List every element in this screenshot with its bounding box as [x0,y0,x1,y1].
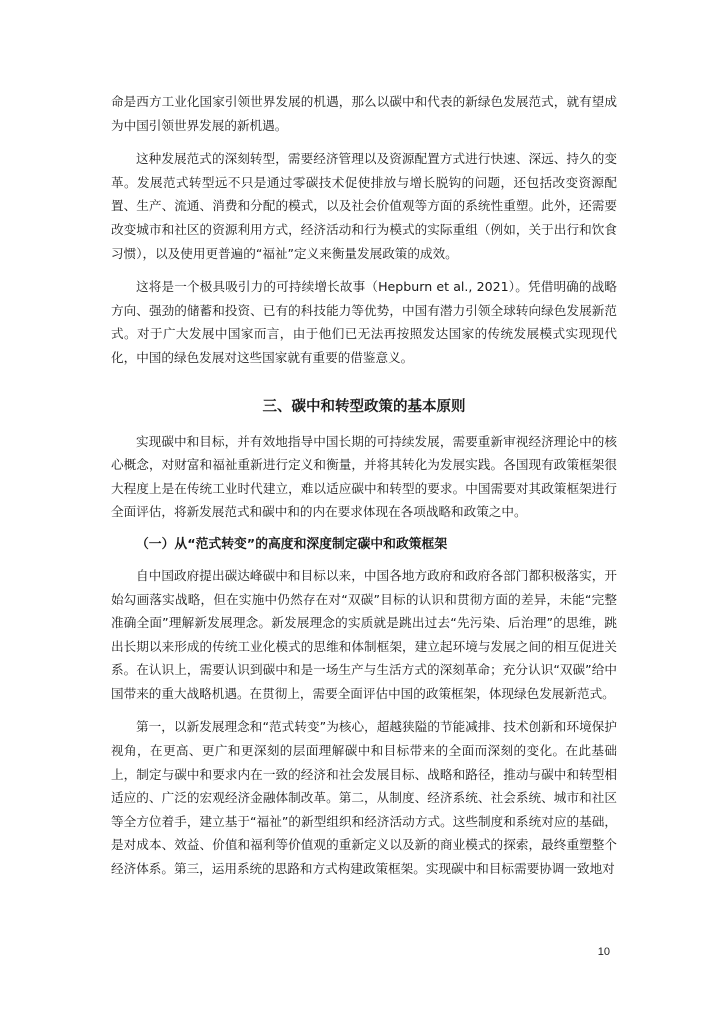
section-heading: 三、碳中和转型政策的基本原则 [262,398,466,415]
page-number: 10 [597,946,610,958]
subsection-heading: （一）从“范式转变”的高度和深度制定碳中和政策框架 [136,536,448,552]
paragraph: 实现碳中和目标，并有效地指导中国长期的可持续发展，需要重新审视经济理论中的核心概念，对财富和福祉重新进行定义和衡量，并将其转化为发展实践。各国现有政策框架很大程度上是在传统工业时代建立，难以适应碳中和转型的要求。中国需要对其政策框架进行全面评估，将新发展范式和碳中和的内在要求体现在各项战略和政策之中。 [111,433,617,520]
page-body [111,90,617,891]
paragraph: 命是西方工业化国家引领世界发展的机遇，那么以碳中和代表的新绿色发展范式，就有望成为中国引领世界发展的新机遇。 [111,94,617,133]
paragraph: 自中国政府提出碳达峰碳中和目标以来，中国各地方政府和政府各部门都积极落实，开始勾画落实战略，但在实施中仍然存在对“双碳”目标的认识和贯彻方面的差异，未能“完整准确全面”理解新发展理念。新发展理念的实质就是跳出过去“先污染、后治理”的思维，跳出长期以来形成的传统工业化模式的思维和体制框架，建立起环境与发展之间的相互促进关系。在认识上，需要认识到碳中和是一场生产与生活方式的深刻革命；充分认识“双碳”给中国带来的重大战略机遇。在贯彻上，需要全面评估中国的政策框架，体现绿色发展新范式。 [111,567,617,701]
paragraph: 第一，以新发展理念和“范式转变”为核心，超越狭隘的节能减排、技术创新和环境保护视角，在更高、更广和更深刻的层面理解碳中和目标带来的全面而深刻的变化。在此基础上，制定与碳中和要求内在一致的经济和社会发展目标、战略和路径，推动与碳中和转型相适应的、广泛的宏观经济金融体制改革。第二，从制度、经济系统、社会系统、城市和社区等全方位着手，建立基于“福祉”的新型组织和经济活动方式。这些制度和系统对应的基础，是对成本、效益、价值和福利等价值观的重新定义以及新的商业模式的探索，最终重塑整个经济体系。第三，运用系统的思路和方式构建政策框架。实现碳中和目标需要协调一致地对 [111,719,617,877]
paragraph: 这种发展范式的深刻转型，需要经济管理以及资源配置方式进行快速、深远、持久的变革。发展范式转型远不只是通过零碳技术促使排放与增长脱钩的问题，还包括改变资源配置、生产、流通、消费和分配的模式，以及社会价值观等方面的系统性重塑。此外，还需要改变城市和社区的资源利用方式，经济活动和行为模式的实际重组（例如，关于出行和饮食习惯），以及使用更普遍的“福祉”定义来衡量发展政策的成效。 [111,151,617,261]
paragraph: 这将是一个极具吸引力的可持续增长故事（Hepburn et al., 2021）。凭借明确的战略方向、强劲的储蓄和投资、已有的科技能力等优势，中国有潜力引领全球转向绿色发展新范式。对于广大发展中国家而言，由于他们已无法再按照发达国家的传统发展模式实现现代化，中国的绿色发展对这些国家就有重要的借鉴意义。 [111,279,617,365]
